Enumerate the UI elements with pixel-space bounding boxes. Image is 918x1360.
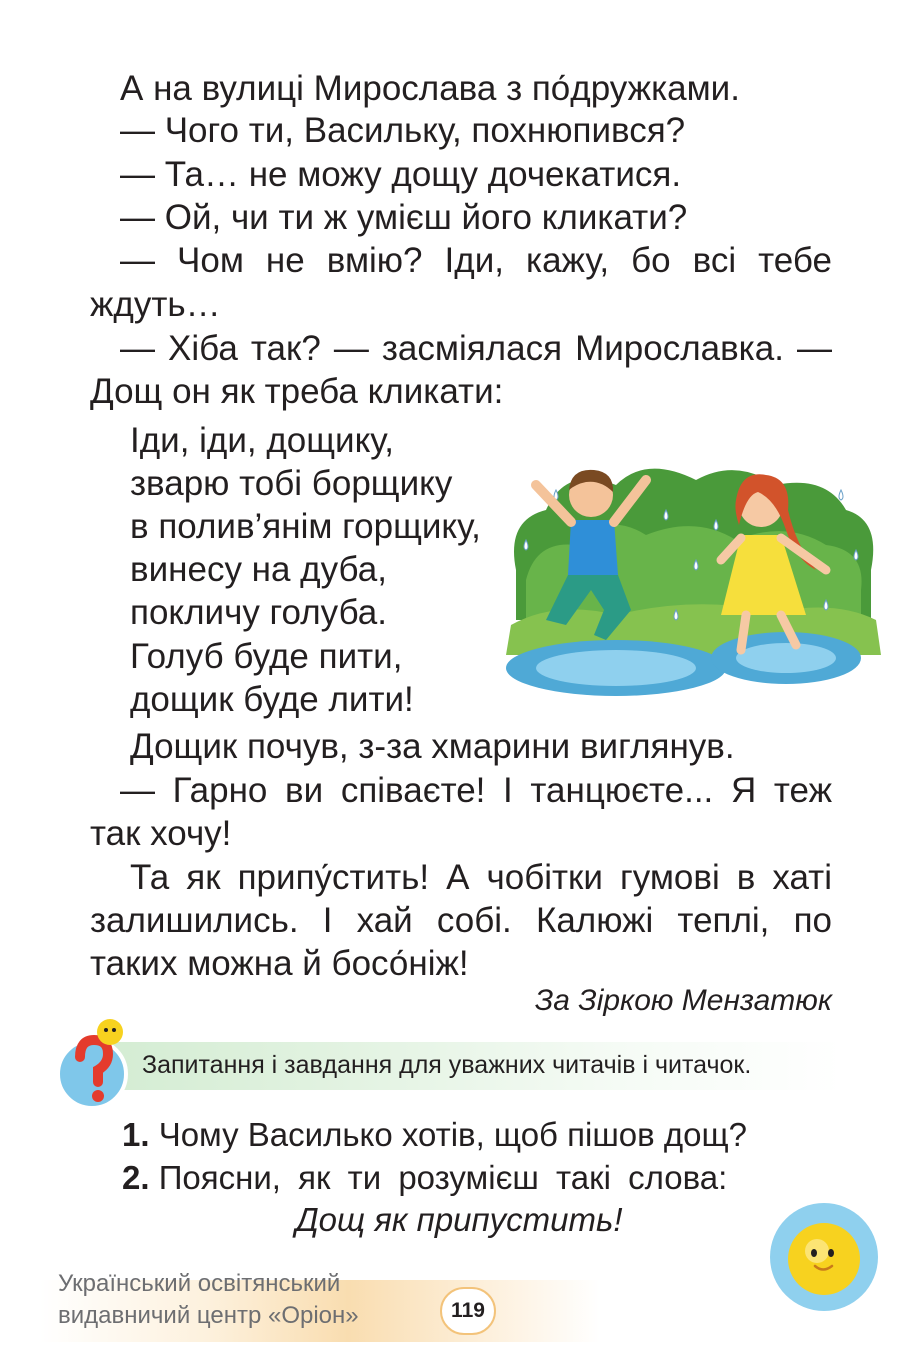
story-line: Дощ он як треба кликати: [90,372,504,411]
story-line: залишились. І хай собі. Калюжі теплі, по [90,901,832,940]
story-line: А на вулиці Мирослава з по́дружками. [120,69,740,108]
task-text: Чому Василько хотів, щоб пішов дощ? [158,1116,747,1153]
publisher-name: Український освітянський видавничий центр «Оріон» [58,1270,359,1329]
children-in-rain-illustration [496,450,888,700]
story-line: Та як припу́стить! А чобітки гумові в хаті [130,858,832,897]
poem-line: зварю тобі борщику [130,464,453,503]
story-line: ждуть… [90,285,221,324]
story-line: так хочу! [90,814,232,853]
task-quote: Дощ як припустить! [295,1201,623,1238]
task-number: 1. [122,1116,150,1153]
poem-line: покличу голуба. [130,593,387,632]
story-line: — Та… не можу дощу дочекатися. [120,155,682,194]
story-line: — Чом не вмію? Іди, кажу, бо всі тебе [120,241,832,280]
poem-line: винесу на дуба, [130,550,387,589]
story-line: — Гарно ви співаєте! І танцюєте... Я теж [120,771,832,810]
question-mark-icon [52,1012,142,1112]
author-attribution: За Зіркою Мензатюк [534,984,832,1017]
sun-smiley-icon [763,1196,885,1318]
poem-line: Голуб буде пити, [130,637,403,676]
story-line: таких можна й босо́ніж! [90,944,469,983]
task-1 [122,1115,747,1155]
poem-line: в полив’янім горщику, [130,507,481,546]
story-line: — Хіба так? — засміялася Мирославка. — [120,329,832,368]
story-line: — Чого ти, Васильку, похнюпився? [120,111,686,150]
page-number: 119 [440,1287,496,1335]
story-line: — Ой, чи ти ж умієш його кликати? [120,198,688,237]
poem-line: Іди, іди, дощику, [130,421,395,460]
task-2 [122,1158,727,1198]
task-text: Поясни, як ти розумієш такі слова: [158,1159,728,1196]
questions-banner-text: Запитання і завдання для уважних читачів і читачок. [142,1051,752,1079]
story-line: Дощик почув, з-за хмарини виглянув. [130,727,735,766]
task-number: 2. [122,1159,150,1196]
poem-line: дощик буде лити! [130,680,414,719]
